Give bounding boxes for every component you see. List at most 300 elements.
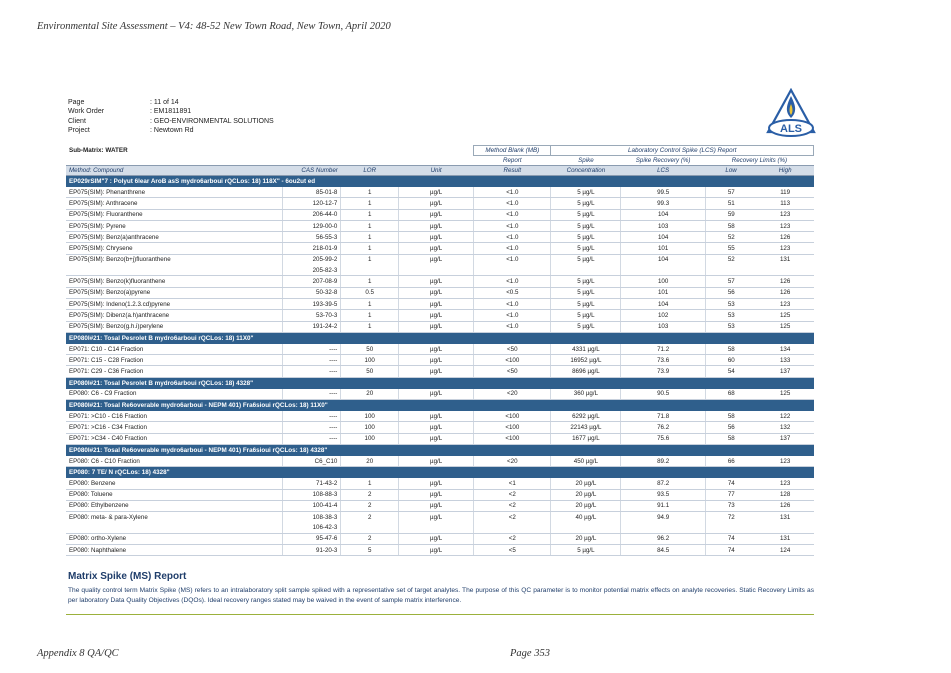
cas-number: 108-38-3 — [282, 512, 341, 523]
compound-name: EP080: Ethylbenzene — [66, 500, 282, 511]
recovery-high: 119 — [757, 187, 814, 198]
recovery-high: 126 — [757, 276, 814, 287]
mb-result: <1.0 — [474, 220, 551, 231]
lor-value: 1 — [341, 321, 399, 332]
cas-number: 129-00-0 — [282, 220, 341, 231]
table-row — [66, 489, 814, 500]
table-row — [66, 533, 814, 544]
compound-name: EP075(SIM): Benzo(k)fluoranthene — [66, 276, 282, 287]
recovery-low: 59 — [705, 209, 756, 220]
lor-value: 1 — [341, 187, 399, 198]
lcs-recovery — [621, 265, 705, 276]
lcs-recovery: 103 — [621, 321, 705, 332]
unit-value: µg/L — [399, 220, 474, 231]
cas-number: 205-82-3 — [282, 265, 341, 276]
lcs-recovery: 91.1 — [621, 500, 705, 511]
lcs-recovery: 75.6 — [621, 433, 705, 444]
table-row — [66, 355, 814, 366]
lor-value — [341, 265, 399, 276]
spike-concentration: 5 µg/L — [551, 310, 621, 321]
section-header-row — [66, 467, 814, 479]
table-row — [66, 411, 814, 422]
footer-appendix: Appendix 8 QA/QC — [37, 648, 119, 659]
spike-concentration — [551, 265, 621, 276]
section-header-row — [66, 444, 814, 456]
cas-number: 100-41-4 — [282, 500, 341, 511]
meta-label: Project — [68, 126, 90, 134]
mb-result: <1 — [474, 478, 551, 489]
recovery-high: 123 — [757, 478, 814, 489]
compound-name — [66, 265, 282, 276]
compound-name: EP071: >C34 - C40 Fraction — [66, 433, 282, 444]
cas-number: ---- — [282, 422, 341, 433]
section-header-row — [66, 332, 814, 344]
lor-value: 1 — [341, 310, 399, 321]
col-high: High — [757, 166, 814, 176]
table-row — [66, 366, 814, 377]
compound-name: EP075(SIM): Chrysene — [66, 243, 282, 254]
compound-name: EP080: meta- & para-Xylene — [66, 512, 282, 523]
mb-result: <1.0 — [474, 232, 551, 243]
lor-value: 1 — [341, 298, 399, 309]
footer-page-number: Page 353 — [510, 648, 550, 659]
lcs-recovery — [621, 522, 705, 533]
unit-value: µg/L — [399, 366, 474, 377]
report-meta — [68, 98, 274, 135]
cas-number: 108-88-3 — [282, 489, 341, 500]
recovery-low: 58 — [705, 433, 756, 444]
als-logo — [764, 88, 818, 140]
cas-number: 191-24-2 — [282, 321, 341, 332]
logo-text: ALS — [780, 123, 802, 135]
mb-result: <1.0 — [474, 209, 551, 220]
compound-name: EP075(SIM): Dibenz(a.h)anthracene — [66, 310, 282, 321]
cas-number: C6_C10 — [282, 456, 341, 467]
mb-result: <0.5 — [474, 287, 551, 298]
header-row-2 — [66, 156, 814, 166]
lor-value: 2 — [341, 533, 399, 544]
spike-header: Spike — [578, 157, 594, 164]
spike-recovery-header: Spike Recovery (%) — [635, 157, 691, 164]
table-row — [66, 389, 814, 400]
spike-concentration: 360 µg/L — [551, 389, 621, 400]
col-lcs: LCS — [621, 166, 705, 176]
recovery-high: 123 — [757, 209, 814, 220]
recovery-low: 57 — [705, 187, 756, 198]
unit-value: µg/L — [399, 276, 474, 287]
spike-concentration: 5 µg/L — [551, 198, 621, 209]
table-row — [66, 187, 814, 198]
column-header-row — [66, 166, 814, 176]
section-title: EP080: 7 TE/ N rQCLos: 18) 4328" — [66, 467, 814, 479]
spike-concentration: 20 µg/L — [551, 478, 621, 489]
unit-value: µg/L — [399, 209, 474, 220]
spike-concentration: 5 µg/L — [551, 298, 621, 309]
recovery-low: 53 — [705, 310, 756, 321]
table-row — [66, 243, 814, 254]
cas-number: 50-32-8 — [282, 287, 341, 298]
cas-number: 71-43-2 — [282, 478, 341, 489]
section-header-row — [66, 176, 814, 188]
spike-concentration: 5 µg/L — [551, 545, 621, 556]
table-row — [66, 276, 814, 287]
section-title: EP080I#21: Tosal Pesrolet B mydro6arboui rQCLos: 18) 11X0" — [66, 332, 814, 344]
recovery-low: 58 — [705, 411, 756, 422]
lcs-recovery: 84.5 — [621, 545, 705, 556]
compound-name: EP080: C6 - C9 Fraction — [66, 389, 282, 400]
compound-name: EP075(SIM): Indeno(1.2.3.cd)pyrene — [66, 298, 282, 309]
unit-value: µg/L — [399, 254, 474, 265]
table-row — [66, 433, 814, 444]
spike-concentration: 16952 µg/L — [551, 355, 621, 366]
mb-result: <5 — [474, 545, 551, 556]
recovery-high: 123 — [757, 220, 814, 231]
cas-number: ---- — [282, 389, 341, 400]
header-row-1 — [66, 146, 814, 156]
spike-concentration: 4331 µg/L — [551, 344, 621, 355]
recovery-low: 58 — [705, 220, 756, 231]
lcs-recovery: 89.2 — [621, 456, 705, 467]
table-row — [66, 422, 814, 433]
lor-value: 100 — [341, 433, 399, 444]
unit-value: µg/L — [399, 533, 474, 544]
spike-concentration: 22143 µg/L — [551, 422, 621, 433]
compound-name: EP075(SIM): Benzo(b+j)fluoranthene — [66, 254, 282, 265]
cas-number: ---- — [282, 366, 341, 377]
spike-concentration — [551, 522, 621, 533]
lcs-report — [66, 145, 814, 556]
spike-concentration: 20 µg/L — [551, 489, 621, 500]
mb-result: <20 — [474, 456, 551, 467]
compound-name: EP075(SIM): Benzo(a)pyrene — [66, 287, 282, 298]
recovery-high — [757, 522, 814, 533]
lcs-recovery: 104 — [621, 254, 705, 265]
spike-concentration: 5 µg/L — [551, 321, 621, 332]
ms-report-title: Matrix Spike (MS) Report — [68, 571, 187, 582]
recovery-high: 126 — [757, 500, 814, 511]
unit-value: µg/L — [399, 545, 474, 556]
recovery-low: 72 — [705, 512, 756, 523]
compound-name: EP080: ortho-Xylene — [66, 533, 282, 544]
table-row — [66, 545, 814, 556]
unit-value: µg/L — [399, 355, 474, 366]
spike-concentration: 5 µg/L — [551, 243, 621, 254]
lor-value: 1 — [341, 478, 399, 489]
lcs-recovery: 71.8 — [621, 411, 705, 422]
table-row — [66, 254, 814, 265]
cas-number: ---- — [282, 411, 341, 422]
divider — [66, 614, 814, 615]
lcs-recovery: 101 — [621, 243, 705, 254]
lcs-recovery: 73.9 — [621, 366, 705, 377]
recovery-high: 124 — [757, 545, 814, 556]
cas-number: 106-42-3 — [282, 522, 341, 533]
unit-value: µg/L — [399, 422, 474, 433]
recovery-low: 57 — [705, 276, 756, 287]
lcs-recovery: 94.9 — [621, 512, 705, 523]
recovery-low: 77 — [705, 489, 756, 500]
recovery-low: 60 — [705, 355, 756, 366]
col-result: Result — [474, 166, 551, 176]
cas-number: 207-08-9 — [282, 276, 341, 287]
compound-name: EP071: C29 - C36 Fraction — [66, 366, 282, 377]
recovery-low: 66 — [705, 456, 756, 467]
recovery-high — [757, 265, 814, 276]
lor-value: 5 — [341, 545, 399, 556]
meta-value: : GEO-ENVIRONMENTAL SOLUTIONS — [150, 117, 274, 125]
recovery-high: 132 — [757, 422, 814, 433]
recovery-high: 133 — [757, 355, 814, 366]
compound-name: EP071: >C10 - C16 Fraction — [66, 411, 282, 422]
unit-value: µg/L — [399, 310, 474, 321]
recovery-low: 74 — [705, 545, 756, 556]
section-header-row — [66, 400, 814, 412]
section-title: EP080I#21: Tosal Re6overable mydro6arboui - NEPM 401) Fra6sioui rQCLos: 18) 11X0" — [66, 400, 814, 412]
compound-name: EP075(SIM): Benz(a)anthracene — [66, 232, 282, 243]
col-method: Method: Compound — [66, 166, 282, 176]
unit-value: µg/L — [399, 489, 474, 500]
lor-value: 2 — [367, 513, 372, 521]
compound-name: EP080: C6 - C10 Fraction — [66, 456, 282, 467]
spike-concentration: 40 µg/L — [551, 512, 621, 523]
lor-value: 2 — [341, 489, 399, 500]
meta-row — [68, 126, 274, 135]
lcs-recovery: 104 — [621, 232, 705, 243]
recovery-low: 53 — [705, 321, 756, 332]
compound-name: EP080: Naphthalene — [66, 545, 282, 556]
lcs-recovery: 100 — [621, 276, 705, 287]
meta-value: : Newtown Rd — [150, 126, 194, 134]
lor-value: 50 — [341, 344, 399, 355]
recovery-high: 131 — [779, 256, 791, 264]
lor-value: 1 — [341, 243, 399, 254]
cas-number: ---- — [282, 355, 341, 366]
table-row — [66, 265, 814, 276]
mb-result: <2 — [474, 489, 551, 500]
cas-number: 85-01-8 — [282, 187, 341, 198]
cas-number: 53-70-3 — [282, 310, 341, 321]
compound-name — [66, 522, 282, 533]
compound-name: EP071: >C16 - C34 Fraction — [66, 422, 282, 433]
cas-number: ---- — [282, 344, 341, 355]
recovery-high: 126 — [757, 287, 814, 298]
recovery-high: 131 — [779, 513, 791, 521]
lor-value: 1 — [367, 256, 372, 264]
lcs-recovery: 101 — [621, 287, 705, 298]
table-row — [66, 209, 814, 220]
spike-concentration: 5 µg/L — [551, 220, 621, 231]
spike-concentration: 20 µg/L — [551, 500, 621, 511]
unit-value — [399, 265, 474, 276]
unit-value: µg/L — [399, 433, 474, 444]
meta-row — [68, 117, 274, 126]
section-header-row — [66, 377, 814, 389]
lor-value: 20 — [341, 456, 399, 467]
table-row — [66, 198, 814, 209]
compound-name: EP075(SIM): Pyrene — [66, 220, 282, 231]
compound-name: EP075(SIM): Benzo(g.h.i)perylene — [66, 321, 282, 332]
cas-number: 193-39-5 — [282, 298, 341, 309]
table-row — [66, 310, 814, 321]
recovery-low: 52 — [705, 232, 756, 243]
spike-concentration: 5 µg/L — [551, 276, 621, 287]
unit-value: µg/L — [399, 321, 474, 332]
meta-value: : EM1811891 — [150, 108, 192, 116]
recovery-high: 125 — [757, 321, 814, 332]
table-row — [66, 512, 814, 523]
compound-name: EP075(SIM): Phenanthrene — [66, 187, 282, 198]
lor-value: 100 — [341, 411, 399, 422]
mb-result: <1.0 — [474, 198, 551, 209]
lor-value: 1 — [341, 276, 399, 287]
unit-value: µg/L — [399, 389, 474, 400]
lcs-recovery: 93.5 — [621, 489, 705, 500]
meta-value: : 11 of 14 — [150, 99, 179, 106]
lcs-recovery: 96.2 — [621, 533, 705, 544]
spike-concentration: 20 µg/L — [551, 533, 621, 544]
compound-name: EP080: Benzene — [66, 478, 282, 489]
mb-result: <1.0 — [474, 310, 551, 321]
spike-concentration: 5 µg/L — [551, 232, 621, 243]
mb-result: <1.0 — [474, 276, 551, 287]
table-row — [66, 298, 814, 309]
unit-value: µg/L — [399, 187, 474, 198]
mb-result: <100 — [474, 355, 551, 366]
qc-table — [66, 145, 814, 556]
recovery-limits-header: Recovery Limits (%) — [731, 157, 788, 164]
mb-result: <2 — [474, 533, 551, 544]
lor-value: 1 — [341, 198, 399, 209]
lor-value: 100 — [341, 422, 399, 433]
mb-result: <100 — [474, 411, 551, 422]
mb-result: <100 — [474, 422, 551, 433]
cas-number: 206-44-0 — [282, 209, 341, 220]
recovery-high: 125 — [757, 310, 814, 321]
recovery-low — [705, 265, 756, 276]
cas-number: 205-99-2 — [282, 254, 341, 265]
compound-name: EP075(SIM): Anthracene — [66, 198, 282, 209]
lcs-recovery: 99.5 — [621, 187, 705, 198]
spike-concentration: 5 µg/L — [551, 254, 621, 265]
lor-value: 0.5 — [341, 287, 399, 298]
unit-value: µg/L — [399, 478, 474, 489]
mb-result: <2 — [474, 500, 551, 511]
method-blank-header: Method Blank (MB) — [474, 146, 551, 156]
lor-value: 1 — [341, 209, 399, 220]
unit-value: µg/L — [399, 198, 474, 209]
mb-result: <2 — [474, 512, 551, 523]
mb-result: <1.0 — [474, 187, 551, 198]
recovery-high: 123 — [757, 456, 814, 467]
unit-value: µg/L — [399, 512, 474, 523]
cas-number: 56-55-3 — [282, 232, 341, 243]
mb-result: <100 — [474, 433, 551, 444]
table-row — [66, 522, 814, 533]
recovery-high: 125 — [757, 389, 814, 400]
recovery-low: 55 — [705, 243, 756, 254]
recovery-high: 126 — [757, 232, 814, 243]
lor-value — [341, 522, 399, 533]
table-row — [66, 500, 814, 511]
lor-value: 20 — [341, 389, 399, 400]
spike-concentration: 6292 µg/L — [551, 411, 621, 422]
unit-value: µg/L — [399, 287, 474, 298]
unit-value: µg/L — [399, 456, 474, 467]
recovery-high: 137 — [757, 366, 814, 377]
mb-result: <1.0 — [474, 321, 551, 332]
spike-concentration: 8696 µg/L — [551, 366, 621, 377]
spike-concentration: 5 µg/L — [551, 287, 621, 298]
mb-result: <50 — [474, 344, 551, 355]
cas-number: 91-20-3 — [282, 545, 341, 556]
spike-concentration: 5 µg/L — [551, 187, 621, 198]
lor-value: 2 — [341, 500, 399, 511]
lor-value: 1 — [341, 220, 399, 231]
recovery-low: 56 — [705, 287, 756, 298]
section-title: EP080I#21: Tosal Re6overable mydro6arboui - NEPM 401) Fra6sioui rQCLos: 18) 4328" — [66, 444, 814, 456]
lcs-recovery: 104 — [621, 209, 705, 220]
recovery-low: 68 — [705, 389, 756, 400]
unit-value: µg/L — [399, 344, 474, 355]
mb-result: <50 — [474, 366, 551, 377]
recovery-low: 52 — [705, 254, 756, 265]
compound-name: EP071: C15 - C28 Fraction — [66, 355, 282, 366]
cas-number: 218-01-9 — [282, 243, 341, 254]
lcs-recovery: 90.5 — [621, 389, 705, 400]
lcs-recovery: 99.3 — [621, 198, 705, 209]
mb-result — [474, 265, 551, 276]
cas-number: 120-12-7 — [282, 198, 341, 209]
table-row — [66, 321, 814, 332]
spike-concentration: 5 µg/L — [551, 209, 621, 220]
lcs-recovery: 73.6 — [621, 355, 705, 366]
recovery-low: 74 — [705, 478, 756, 489]
mb-result: <1.0 — [474, 298, 551, 309]
unit-value: µg/L — [399, 411, 474, 422]
lor-value: 1 — [341, 232, 399, 243]
sub-matrix-label: Sub-Matrix: WATER — [69, 147, 128, 154]
recovery-low: 58 — [705, 344, 756, 355]
col-lor: LOR — [341, 166, 399, 176]
recovery-high: 123 — [757, 298, 814, 309]
compound-name: EP080: Toluene — [66, 489, 282, 500]
table-row — [66, 478, 814, 489]
lcs-recovery: 87.2 — [621, 478, 705, 489]
section-title: EP080I#21: Tosal Pesrolet B mydro6arboui rQCLos: 18) 4328" — [66, 377, 814, 389]
unit-value — [399, 522, 474, 533]
spike-concentration: 1677 µg/L — [551, 433, 621, 444]
table-row — [66, 220, 814, 231]
recovery-high: 113 — [757, 198, 814, 209]
meta-label: Page — [68, 99, 85, 106]
report-header: Report — [503, 157, 522, 164]
recovery-high: 128 — [757, 489, 814, 500]
lor-value: 100 — [341, 355, 399, 366]
recovery-high: 134 — [757, 344, 814, 355]
lor-value: 50 — [341, 366, 399, 377]
recovery-low: 51 — [705, 198, 756, 209]
ms-report-text: The quality control term Matrix Spike (MS) refers to an intralaboratory split sample spiked with a representative set of target analytes. The purpose of this QC parameter is to monitor potential matrix effects on analyte recoveries. Static Recovery Limits as per laboratory Data Quality Objectives (DQOs). Ideal recovery ranges stated may be waived in the event of sample matrix interference. — [68, 587, 814, 604]
recovery-low: 56 — [705, 422, 756, 433]
section-title: EP029rSIM"7 : Polyut 6lear AroB asS mydro6arboui rQCLos: 18) 118X" - 6ou2ut ed — [66, 176, 814, 188]
cas-number: ---- — [282, 433, 341, 444]
recovery-low: 53 — [705, 298, 756, 309]
mb-result: <1.0 — [474, 243, 551, 254]
cas-number: 95-47-6 — [282, 533, 341, 544]
recovery-low — [705, 522, 756, 533]
unit-value: µg/L — [399, 243, 474, 254]
recovery-low: 54 — [705, 366, 756, 377]
